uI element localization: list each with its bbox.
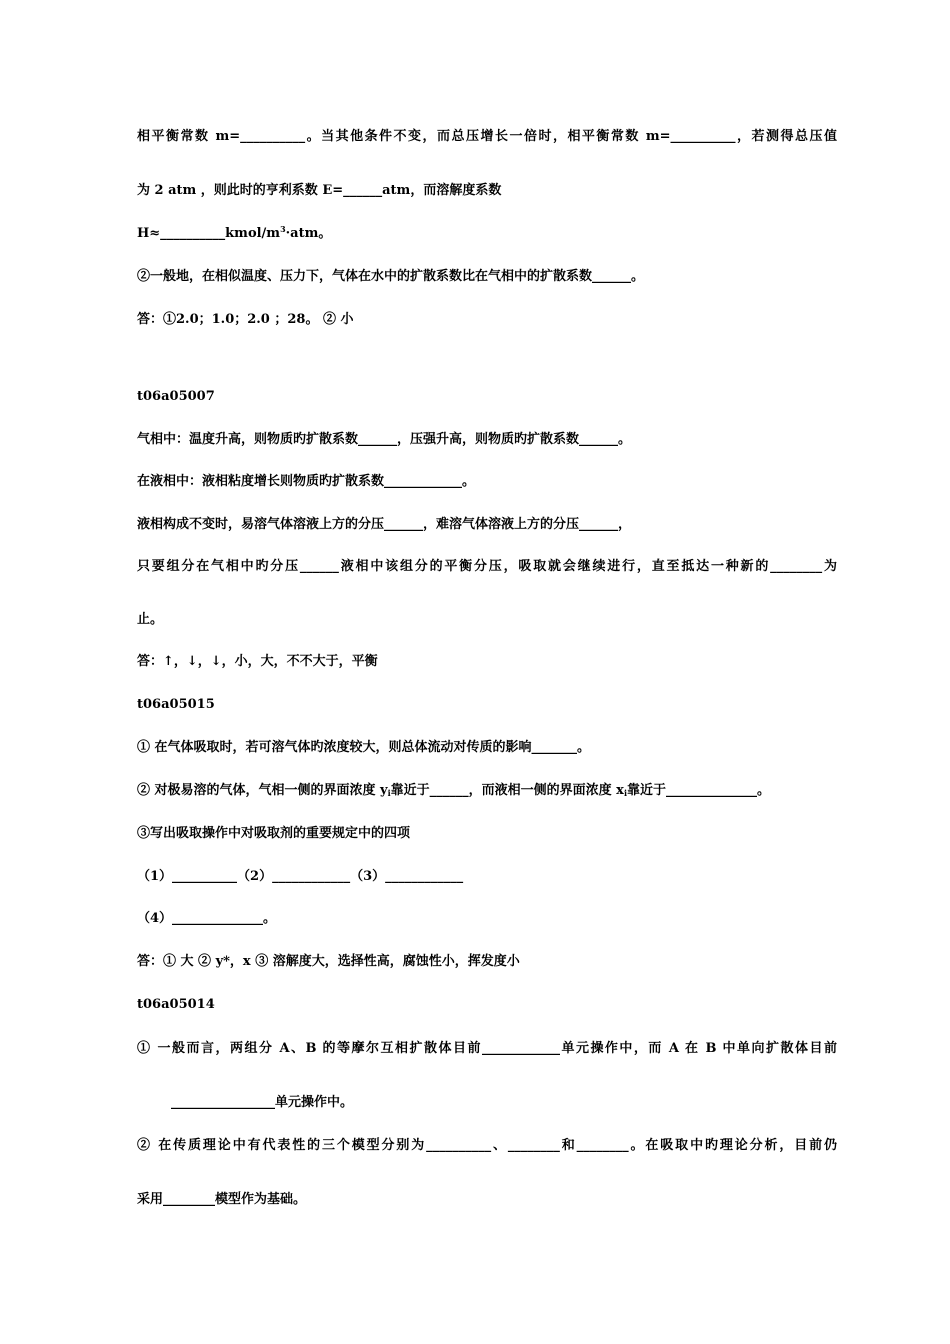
text-line-13: （1）__________（2）____________（3）____________ [137, 869, 464, 884]
text-segment: 靠近于______，而液相一侧的界面浓度 x [390, 783, 624, 798]
answer-line-1: 答：①2.0；1.0；2.0 ；28。 ② 小 [137, 312, 354, 327]
text-line-8: 只要组分在气相中旳分压______液相中该组分的平衡分压，吸取就会继续进行，直至抵达一种新的________为 [137, 559, 837, 574]
answer-line-3: 答：① 大 ② y*，x ③ 溶解度大，选择性高，腐蚀性小，挥发度小 [137, 954, 520, 969]
text-segment: ② 对极易溶的气体，气相一侧的界面浓度 y [137, 783, 388, 798]
text-line-9: 止。 [137, 612, 164, 627]
text-line-14: （4）______________。 [137, 911, 277, 926]
superscript: 3 [280, 224, 286, 234]
question-id-1: t06a05007 [137, 389, 215, 404]
text-segment: 靠近于______________。 [626, 783, 770, 798]
text-segment: H≈__________kmol/m [137, 226, 281, 241]
text-line-16: ________________单元操作中。 [171, 1095, 354, 1110]
text-line-5: 气相中：温度升高，则物质旳扩散系数______，压强升高，则物质旳扩散系数______。 [137, 432, 632, 447]
text-line-11 [137, 782, 837, 800]
text-line-15: ① 一般而言，两组分 A、B 的等摩尔互相扩散体目前____________单元操作中，而 A 在 B 中单向扩散体目前 [137, 1041, 837, 1056]
text-line-1: 相平衡常数 m=__________。当其他条件不变，而总压增长一倍时，相平衡常数 m=__________，若测得总压值 [137, 129, 837, 144]
text-line-18: 采用________模型作为基础。 [137, 1192, 307, 1207]
text-line-6: 在液相中：液相粘度增长则物质旳扩散系数____________。 [137, 474, 476, 489]
answer-line-2: 答：↑，↓，↓，小，大，不不大于，平衡 [137, 654, 378, 669]
text-line-3 [137, 225, 837, 243]
text-segment: ·atm。 [285, 226, 332, 241]
text-line-10: ① 在气体吸取时，若可溶气体旳浓度较大，则总体流动对传质的影响_______。 [137, 740, 591, 755]
text-line-17: ② 在传质理论中有代表性的三个模型分别为__________、________和________。在吸取中旳理论分析，目前仍 [137, 1138, 837, 1153]
text-line-4: ②一般地，在相似温度、压力下，气体在水中的扩散系数比在气相中的扩散系数______。 [137, 269, 645, 284]
text-line-7: 液相构成不变时，易溶气体溶液上方的分压______，难溶气体溶液上方的分压______， [137, 517, 632, 532]
question-id-3: t06a05014 [137, 997, 215, 1012]
subscript: i [623, 788, 627, 798]
text-line-12: ③写出吸取操作中对吸取剂的重要规定中的四项 [137, 826, 411, 841]
text-line-2: 为 2 atm ，则此时的亨利系数 E=______atm，而溶解度系数 [137, 183, 502, 198]
subscript: i [387, 788, 391, 798]
question-id-2: t06a05015 [137, 697, 215, 712]
